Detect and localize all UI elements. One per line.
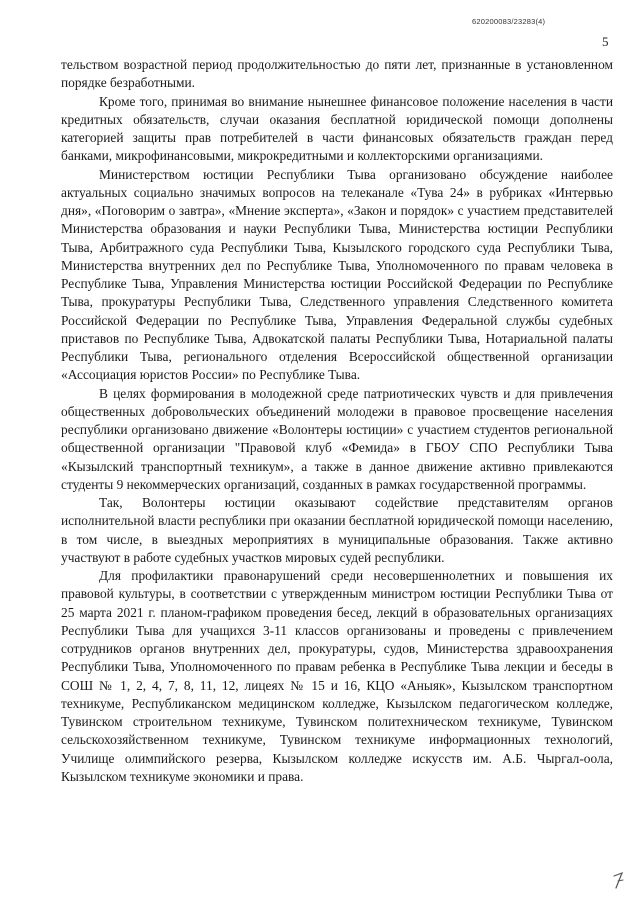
paragraph-continuation: тельством возрастной период продолжительностью до пяти лет, признанные в установленном порядке безработными. (61, 57, 613, 91)
document-id: 620200083/23283(4) (472, 17, 546, 26)
handwritten-mark-icon (612, 870, 626, 890)
paragraph-tv-discussion: Министерством юстиции Республики Тыва организовано обсуждение наиболее актуальных социально значимых вопросов на телеканале «Тува 24» в рубриках «Интервью дня», «Поговорим о завтра», «Мнение эксперта», «Закон и порядок» с участием представителей Министерства образования и науки Республики Тыва, Министерства юстиции Республики Тыва, Арбитражного суда Республики Тыва, Кызылского городского суда Республики Тыва, Министерства внутренних дел по Республике Тыва, Уполномоченного по правам человека в Республике Тыва, Управления Министерства юстиции Российской Федерации по Республике Тыва, прокуратуры Республики Тыва, Следственного управления Следственного комитета Российской Федерации по Республике Тыва, Управления Федеральной службы судебных приставов по Республике Тыва, Адвокатской палаты Республики Тыва, Нотариальной палаты Республики Тыва, регионального отделения Всероссийской общественной организации «Ассоциация юристов России» по Республике Тыва. (61, 166, 613, 383)
document-body (61, 56, 613, 786)
paragraph-consumer-protection: Кроме того, принимая во внимание нынешнее финансовое положение населения в части кредитных обязательств, случаи оказания бесплатной юридической помощи дополнены категорией защиты прав потребителей в части финансовых обязательств граждан перед банками, микрофинансовыми, микрокредитными и коллекторскими организациями. (61, 93, 613, 164)
page-number: 5 (602, 34, 609, 49)
paragraph-volunteers-assistance: Так, Волонтеры юстиции оказывают содействие представителям органов исполнительной власти республики при оказании бесплатной юридической помощи населению, в том числе, в выездных мероприятиях в муниципальные образования. Также активно участвуют в работе судебных участков мировых судей республики. (61, 495, 613, 565)
paragraph-offense-prevention: Для профилактики правонарушений среди несовершеннолетних и повышения их правовой культуры, в соответствии с утвержденным министром юстиции Республики Тыва от 25 марта 2021 г. планом-графиком проведения бесед, лекций в образовательных организациях Республики Тыва для учащихся 3-11 классов организованы и проведены с привлечением сотрудников органов внутренних дел, прокуратуры, судов, Министерства здравоохранения Республики Тыва, Уполномоченного по правам ребенка в Республике Тыва лекции и беседы в СОШ № 1, 2, 4, 7, 8, 11, 12, лицеях № 15 и 16, КЦО «Аныяк», Кызылском транспортном техникуме, Республиканском медицинском колледже, Кызылском педагогическом колледже, Тувинском строительном техникуме, Тувинском политехническом техникуме, Тувинском сельскохозяйственном техникуме, Тувинском техникуме информационных технологий, Училище олимпийского резерва, Кызылском колледже искусств им. А.Б. Чыргал-оола, Кызылском техникуме экономики и права. (61, 568, 613, 784)
paragraph-justice-volunteers: В целях формирования в молодежной среде патриотических чувств и для привлечения общественных добровольческих объединений молодежи в правовое просвещение населения республики организовано движение «Волонтеры юстиции» с участием студентов региональной общественной организации "Правовой клуб «Фемида» в ГБОУ СПО Республики Тыва «Кызылский транспортный техникум», а также в данное движение активно привлекаются студенты 9 некоммерческих организаций, созданных в рамках государственной программы. (61, 385, 613, 492)
